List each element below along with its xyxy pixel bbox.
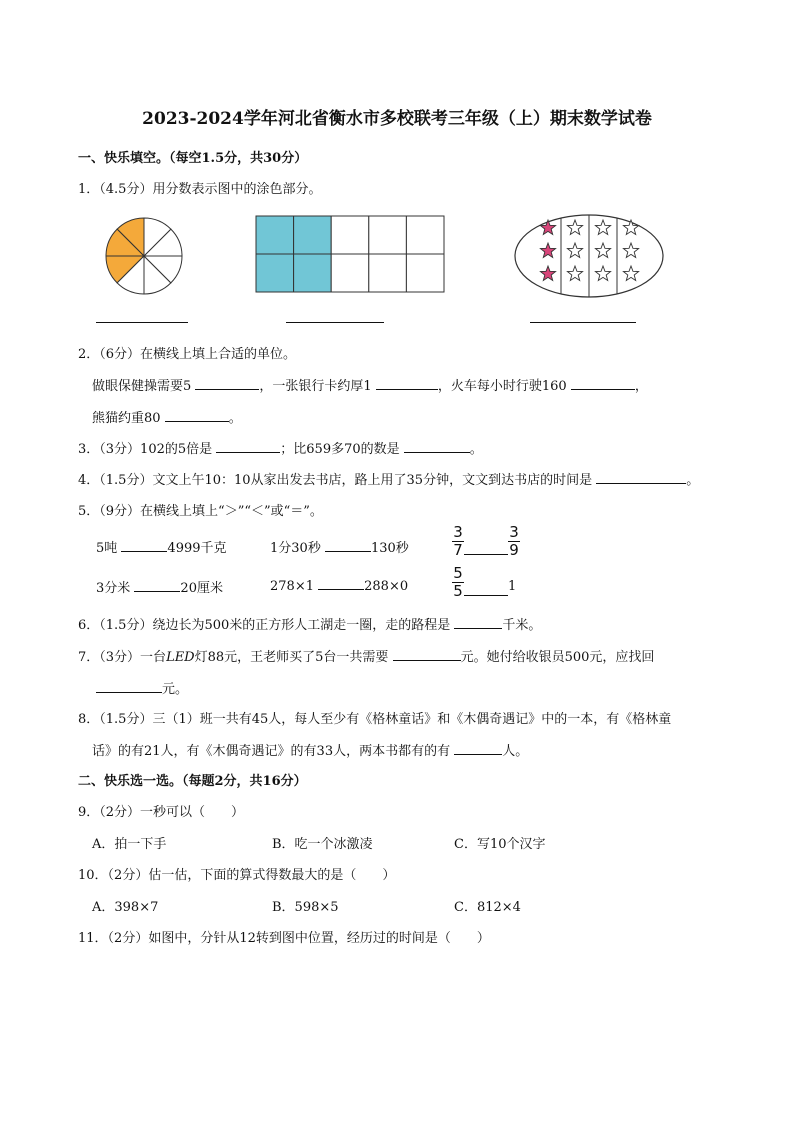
q2-part-f: 。 bbox=[228, 411, 242, 426]
grid-cell bbox=[369, 254, 407, 292]
q1-answer-line-3[interactable] bbox=[530, 322, 636, 323]
q5-r1-blank-3[interactable] bbox=[464, 542, 508, 555]
q9-option-b[interactable]: B．吃一个冰激凌 bbox=[272, 837, 373, 852]
q4-blank[interactable] bbox=[596, 471, 686, 484]
q8-part-c: 人。 bbox=[502, 744, 529, 759]
grid-cell bbox=[406, 254, 444, 292]
fraction-5-5: $\frac{5}{5}$ bbox=[453, 564, 463, 600]
q6-number: 6． bbox=[78, 618, 100, 633]
grid-cell bbox=[294, 254, 332, 292]
grid-cell bbox=[256, 254, 294, 292]
q5-row-1-c bbox=[452, 524, 520, 559]
q2-blank-1[interactable] bbox=[195, 377, 259, 390]
q2-part-b: ，一张银行卡约厚1 bbox=[259, 379, 372, 394]
q5-row-1-b bbox=[270, 537, 409, 556]
grid-cell bbox=[369, 216, 407, 254]
q6-blank[interactable] bbox=[454, 616, 502, 629]
q3-number: 3． bbox=[78, 442, 100, 457]
q10-text: （2分）估一估，下面的算式得数最大的是（ ） bbox=[107, 868, 396, 883]
q7-blank-1[interactable] bbox=[393, 648, 461, 661]
q5-r2-left: 3分米 bbox=[96, 581, 131, 596]
q1-number: 1． bbox=[78, 182, 100, 197]
q7-part-b: 灯88元，王老师买了5台一共需要 bbox=[194, 650, 389, 665]
q10-option-a[interactable]: A．398×7 bbox=[92, 900, 159, 915]
q4 bbox=[78, 469, 699, 488]
q8-blank[interactable] bbox=[454, 742, 502, 755]
q3-part-c: 。 bbox=[469, 442, 483, 457]
q3-blank-1[interactable] bbox=[216, 440, 280, 453]
q3-part-b: ；比659多70的数是 bbox=[280, 442, 400, 457]
q5-r1-blank-1[interactable] bbox=[121, 539, 167, 552]
q7-part-d: 元。 bbox=[162, 682, 189, 697]
q11-number: 11． bbox=[78, 931, 108, 946]
q1-stars-figure bbox=[514, 214, 664, 298]
q2-line-2 bbox=[92, 407, 242, 426]
q9-text: （2分）一秒可以（ ） bbox=[99, 805, 245, 820]
fraction-3-7: $\frac{3}{7}$ bbox=[453, 523, 463, 559]
q7-blank-2[interactable] bbox=[96, 680, 162, 693]
q2-part-e: 熊猫约重80 bbox=[92, 411, 161, 426]
q2-blank-4[interactable] bbox=[165, 409, 229, 422]
q1-answer-line-1[interactable] bbox=[96, 322, 188, 323]
q5-number: 5． bbox=[78, 504, 100, 519]
q5 bbox=[78, 500, 323, 519]
q1-answer-line-2[interactable] bbox=[286, 322, 384, 323]
q2-text: （6分）在横线上填上合适的单位。 bbox=[99, 347, 297, 362]
q1 bbox=[78, 178, 321, 197]
q5-r2-blank-2[interactable] bbox=[318, 577, 364, 590]
q2-part-c: ，火车每小时行驶160 bbox=[437, 379, 567, 394]
fraction-3-9: $\frac{3}{9}$ bbox=[509, 523, 519, 559]
q5-r2-blank-1[interactable] bbox=[134, 579, 180, 592]
grid-cell bbox=[406, 216, 444, 254]
q3-blank-2[interactable] bbox=[404, 440, 470, 453]
grid-cell bbox=[331, 254, 369, 292]
q5-row-2-b bbox=[270, 577, 408, 594]
q7-led: LED bbox=[166, 650, 195, 665]
q10-option-b[interactable]: B．598×5 bbox=[272, 900, 339, 915]
q8-part-a: （1.5分）三（1）班一共有45人，每人至少有《格林童话》和《木偶奇遇记》中的一本，有《格林童 bbox=[99, 712, 672, 727]
q7-line-2 bbox=[96, 678, 188, 697]
q7-part-a: （3分）一台 bbox=[99, 650, 167, 665]
q5-r1d: 130秒 bbox=[370, 541, 409, 556]
q3 bbox=[78, 438, 483, 457]
q3-part-a: （3分）102的5倍是 bbox=[99, 442, 213, 457]
q5-r2d: 288×0 bbox=[364, 579, 409, 594]
q6-end: 千米。 bbox=[502, 618, 542, 633]
q2-part-d: ， bbox=[634, 379, 648, 394]
q6 bbox=[78, 614, 541, 633]
q10-number: 10． bbox=[78, 868, 108, 883]
q5-row-2-a bbox=[96, 577, 223, 596]
q10-option-c[interactable]: C．812×4 bbox=[454, 900, 521, 915]
q7-number: 7． bbox=[78, 650, 100, 665]
q10 bbox=[78, 864, 395, 883]
q5-row-1-a bbox=[96, 537, 227, 556]
q4-text: （1.5分）文文上午10：10从家出发去书店，路上用了35分钟，文文到达书店的时间是 bbox=[99, 473, 593, 488]
q2-blank-3[interactable] bbox=[571, 377, 635, 390]
q5-text: （9分）在横线上填上“＞”“＜”或“＝”。 bbox=[99, 504, 323, 519]
q6-text: （1.5分）绕边长为500米的正方形人工湖走一圈，走的路程是 bbox=[99, 618, 451, 633]
q5-r1-right: 4999千克 bbox=[167, 541, 227, 556]
q4-number: 4． bbox=[78, 473, 100, 488]
q5-r2-blank-3[interactable] bbox=[464, 583, 508, 596]
q7 bbox=[78, 646, 654, 665]
q2-line-1 bbox=[92, 375, 648, 394]
q11-text: （2分）如图中，分针从12转到图中位置，经历过的时间是（ ） bbox=[107, 931, 490, 946]
q2-number: 2． bbox=[78, 347, 100, 362]
q5-r2-right: 20厘米 bbox=[180, 581, 223, 596]
q1-grid-figure bbox=[255, 215, 445, 293]
q9-option-a[interactable]: A．拍一下手 bbox=[92, 837, 167, 852]
q4-end: 。 bbox=[686, 473, 700, 488]
q8 bbox=[78, 708, 671, 727]
grid-cell bbox=[294, 216, 332, 254]
q8-part-b: 话》的有21人，有《木偶奇遇记》的有33人，两本书都有的有 bbox=[92, 744, 451, 759]
q5-r1-blank-2[interactable] bbox=[325, 539, 371, 552]
q5-r1-left: 5吨 bbox=[96, 541, 118, 556]
q2 bbox=[78, 343, 296, 362]
q8-line-2 bbox=[92, 740, 528, 759]
grid-cell bbox=[256, 216, 294, 254]
page-title: 2023-2024学年河北省衡水市多校联考三年级（上）期末数学试卷 bbox=[142, 109, 652, 129]
grid-cell bbox=[331, 216, 369, 254]
q5-r2-one: 1 bbox=[508, 579, 517, 594]
q5-row-2-c bbox=[452, 565, 516, 600]
q8-number: 8． bbox=[78, 712, 100, 727]
q2-blank-2[interactable] bbox=[376, 377, 438, 390]
q9-number: 9． bbox=[78, 805, 100, 820]
q5-r1c: 1分30秒 bbox=[270, 541, 321, 556]
q7-part-c: 元。她付给收银员500元，应找回 bbox=[460, 650, 655, 665]
q9 bbox=[78, 801, 244, 820]
q9-option-c[interactable]: C．写10个汉字 bbox=[454, 837, 546, 852]
section-1-heading: 一、快乐填空。（每空1.5分，共30分） bbox=[78, 151, 308, 166]
q1-text: （4.5分）用分数表示图中的涂色部分。 bbox=[99, 182, 322, 197]
q2-part-a: 做眼保健操需要5 bbox=[92, 379, 192, 394]
section-2-heading: 二、快乐选一选。（每题2分，共16分） bbox=[78, 774, 307, 789]
q1-circle-figure bbox=[104, 216, 184, 296]
q5-r2c: 278×1 bbox=[270, 579, 314, 594]
q11 bbox=[78, 927, 490, 946]
